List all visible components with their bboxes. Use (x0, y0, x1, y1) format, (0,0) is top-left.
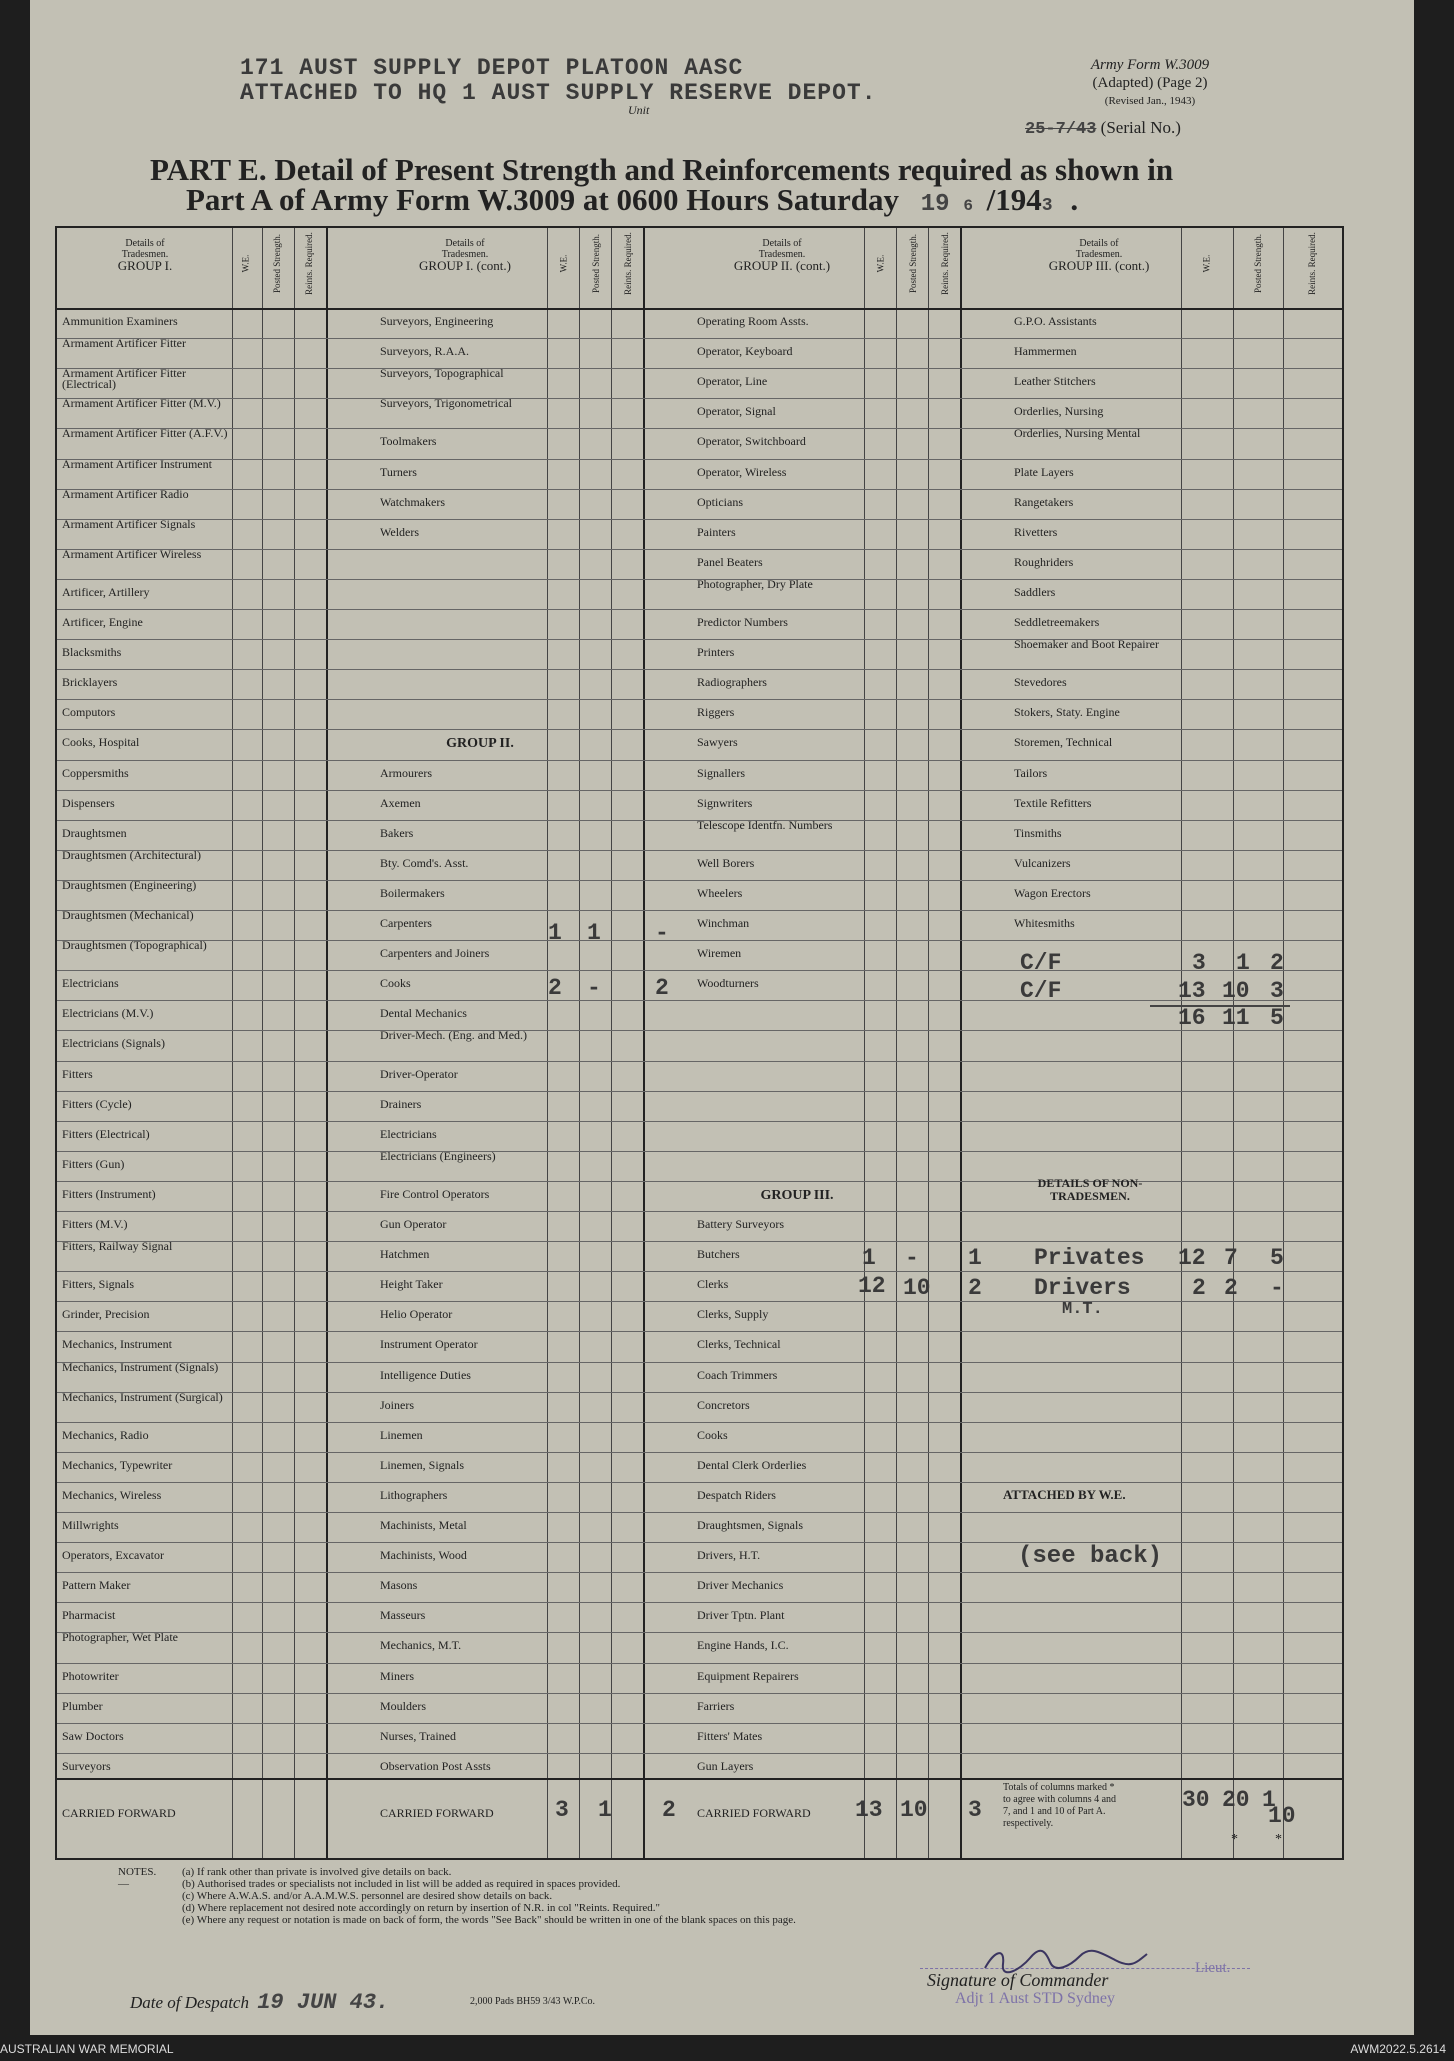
clerks-reints: 2 (968, 1275, 982, 1301)
cf-col2-posted: 1 (598, 1797, 612, 1823)
group2-cont-row: Gun Layers (697, 1758, 754, 1773)
group2-cont-row: Painters (697, 524, 736, 539)
form-adapted: (Adapted) (Page 2) (1092, 75, 1208, 91)
group1-cont-row: Gun Operator (380, 1217, 447, 1231)
carp-joiners-reints: - (655, 920, 669, 946)
title-day: 19 (920, 191, 950, 218)
group1-row: Computors (62, 705, 116, 720)
group3-cont-row: Saddlers (1014, 584, 1056, 599)
group1-row: Artificer, Engine (62, 615, 143, 629)
group1-cont-row: Height Taker (380, 1277, 443, 1292)
group1-row: Photowriter (62, 1668, 119, 1683)
serial-label: (Serial No.) (1100, 118, 1181, 137)
group1-cont-row: Miners (380, 1668, 414, 1683)
header-posted: Posted Strength. (590, 233, 601, 293)
privates-posted: 7 (1224, 1245, 1238, 1271)
group2-cont-row: Sawyers (697, 735, 738, 750)
group2-cont-row: Well Borers (697, 855, 755, 870)
note-b: (b) Authorised trades or specialists not included in list will be added as required in spaces provided. (182, 1878, 621, 1890)
lieut-label: Lieut. (1195, 1960, 1231, 1976)
group1-cont-row: Carpenters and Joiners (380, 946, 490, 961)
group1-cont-row: Drainers (380, 1096, 422, 1111)
col4-header: Details of Tradesmen. GROUP III. (cont.) (1048, 238, 1150, 273)
cf-col3-reints: 3 (968, 1797, 982, 1823)
group1-cont-row: Lithographers (380, 1487, 448, 1502)
group1-cont-row: Hatchmen (380, 1247, 430, 1262)
group1-cont-row: Dental Mechanics (380, 1006, 467, 1021)
cf-label-col3: CARRIED FORWARD (697, 1806, 811, 1820)
drivers-label: Drivers (1034, 1275, 1131, 1301)
cf-label-col2: CARRIED FORWARD (380, 1806, 494, 1820)
unit-attachment-typed: ATTACHED TO HQ 1 AUST SUPPLY RESERVE DEPOT. (240, 80, 877, 106)
group1-row: Fitters (M.V.) (62, 1217, 128, 1231)
group1-row: Surveyors (62, 1758, 111, 1773)
header-reints: Reints. Required. (939, 231, 950, 295)
date-value: 19 JUN 43. (257, 1990, 390, 2015)
butchers-posted: - (905, 1245, 919, 1271)
group1-cont-row: Driver-Operator (380, 1066, 458, 1081)
form-number: Army Form W.3009 (1090, 57, 1210, 73)
group1-cont-row: GROUP II. (446, 736, 514, 752)
group3-cont-row: Vulcanizers (1014, 855, 1071, 870)
group1-row: Draughtsmen (Mechanical) (62, 908, 194, 922)
group1-row: Bricklayers (62, 675, 118, 690)
group1-cont-row: Nurses, Trained (380, 1728, 457, 1743)
unit-name-typed: 171 AUST SUPPLY DEPOT PLATOON AASC (240, 55, 744, 81)
cooks-posted: - (587, 975, 601, 1001)
group1-row: Cooks, Hospital (62, 735, 140, 750)
form-reference (1040, 56, 1260, 110)
group1-cont-row: Intelligence Duties (380, 1367, 471, 1382)
group1-cont-row: Joiners (380, 1397, 414, 1412)
group2-cont-row: Woodturners (697, 976, 759, 991)
group1-row: Blacksmiths (62, 645, 122, 660)
group2-cont-row: Cooks (697, 1427, 728, 1442)
cf-row2-reints: 3 (1270, 978, 1284, 1004)
group2-cont-row: Clerks, Supply (697, 1307, 769, 1322)
group1-row: Fitters, Railway Signal (62, 1239, 173, 1254)
header-we: W.E. (558, 254, 569, 272)
group2-cont-row: Telescope Identfn. Numbers (697, 817, 833, 832)
group1-row: Fitters (Gun) (62, 1156, 125, 1171)
clerks-we: 12 (858, 1273, 886, 1299)
group1-cont-row: Linemen (380, 1427, 423, 1442)
group1-row: Saw Doctors (62, 1728, 124, 1743)
cf-col2-reints: 2 (662, 1797, 676, 1823)
group2-cont-row: Battery Surveyors (697, 1217, 784, 1231)
header-reints: Reints. Required. (622, 231, 633, 295)
drivers-sub: M.T. (1062, 1300, 1103, 1319)
group1-row: Mechanics, Radio (62, 1427, 149, 1442)
header-reints: Reints. Required. (1306, 231, 1317, 295)
col3-header: Details of Tradesmen. GROUP II. (cont.) (733, 238, 831, 273)
group1-row: Grinder, Precision (62, 1307, 150, 1322)
group2-cont-row: Riggers (697, 705, 735, 720)
group1-cont-row: Machinists, Metal (380, 1518, 467, 1532)
group2-cont-row: Predictor Numbers (697, 615, 788, 629)
group1-row: Millwrights (62, 1518, 119, 1532)
header-reints: Reints. Required. (303, 231, 314, 295)
group1-cont-row: Mechanics, M.T. (380, 1638, 462, 1653)
group2-cont-row: Driver Tptn. Plant (697, 1608, 785, 1623)
note-e: (e) Where any request or notation is made on back of form, the words "See Back" should be written in one of the blank spaces on this page. (182, 1914, 796, 1926)
group1-cont-row: Machinists, Wood (380, 1548, 467, 1563)
group2-cont-row: Farriers (697, 1698, 735, 1713)
col1-header: Details of Tradesmen. GROUP I. (117, 238, 173, 273)
group1-row: Armament Artificer Fitter (A.F.V.) (62, 426, 228, 441)
cf-row1-posted: 1 (1236, 950, 1250, 976)
group1-row: Operators, Excavator (62, 1548, 164, 1563)
group1-cont-row: Welders (380, 524, 420, 539)
group1-row: Draughtsmen (Engineering) (62, 877, 197, 892)
group3-cont-row: Hammermen (1014, 344, 1077, 359)
header-we: W.E. (240, 254, 251, 272)
group1-row: Armament Artificer Wireless (62, 546, 202, 561)
group3-cont-row: Shoemaker and Boot Repairer (1014, 637, 1159, 652)
butchers-we: 1 (862, 1245, 876, 1271)
group1-row: Armament Artificer Fitter (62, 336, 186, 351)
group1-cont-row: Surveyors, Topographical (380, 366, 504, 381)
group2-cont-row: Dental Clerk Orderlies (697, 1457, 807, 1472)
group1-row: Pharmacist (62, 1608, 116, 1623)
date-label-b: of Despatch (167, 1993, 249, 2012)
cf-col3-posted: 10 (900, 1797, 928, 1823)
group1-row: Draughtsmen (62, 825, 127, 840)
group1-cont-row: Instrument Operator (380, 1337, 478, 1352)
group3-cont-row: Tailors (1014, 765, 1048, 780)
group3-cont-row: Leather Stitchers (1014, 374, 1096, 389)
group1-row: Fitters (Electrical) (62, 1126, 150, 1141)
cf-row2-we: 13 (1178, 978, 1206, 1004)
notes-label: NOTES.— (118, 1866, 157, 1890)
group2-cont-row: Despatch Riders (697, 1487, 776, 1502)
cf-sum-line (1150, 1005, 1290, 1007)
signature-of-commander: Signature of Commander (927, 1970, 1109, 1990)
group1-row: Artificer, Artillery (62, 584, 150, 599)
group2-cont-row: Driver Mechanics (697, 1578, 784, 1593)
group2-cont-row: Clerks, Technical (697, 1337, 781, 1352)
group1-cont-row: Helio Operator (380, 1307, 453, 1322)
cf-total-posted: 11 (1222, 1005, 1250, 1031)
group1-cont-row: Axemen (380, 795, 421, 810)
group3-cont-row: Tinsmiths (1014, 825, 1062, 840)
group3-cont-row: G.P.O. Assistants (1014, 314, 1097, 328)
note-d: (d) Where replacement not desired note accordingly on return by insertion of N.R. in col "Reints. Required." (182, 1902, 660, 1914)
group1-cont-row: Driver-Mech. (Eng. and Med.) (380, 1028, 528, 1043)
totals-note: Totals of columns marked * to agree with columns 4 and 7, and 1 and 10 of Part A. respectively. (1003, 1782, 1117, 1829)
group3-cont-row: Stokers, Staty. Engine (1014, 705, 1120, 720)
group3-cont-row: Orderlies, Nursing (1014, 404, 1104, 419)
group2-cont-row: Equipment Repairers (697, 1668, 799, 1683)
group1-row: Electricians (M.V.) (62, 1006, 154, 1021)
group1-row: Armament Artificer Fitter (Electrical) (62, 366, 186, 392)
note-c: (c) Where A.W.A.S. and/or A.A.M.W.S. personnel are desired show details on back. (182, 1890, 553, 1902)
group2-cont-row: Operator, Keyboard (697, 344, 793, 359)
group2-cont-row: Radiographers (697, 675, 767, 690)
title-dot: . (1070, 182, 1079, 217)
group1-row: Coppersmiths (62, 765, 129, 780)
group1-row: Fitters, Signals (62, 1277, 135, 1292)
date-of-despatch (130, 1990, 389, 2015)
title-line-2 (186, 182, 1078, 218)
group3-cont-row: Wagon Erectors (1014, 885, 1091, 900)
col2-header: Details of Tradesmen. GROUP I. (cont.) (419, 238, 511, 273)
group1-row: Mechanics, Wireless (62, 1487, 162, 1502)
star-reints: * (1275, 1832, 1282, 1847)
group2-cont-row: Coach Trimmers (697, 1367, 778, 1382)
cf-col3-we: 13 (855, 1797, 883, 1823)
print-info: 2,000 Pads BH59 3/43 W.P.Co. (470, 1996, 596, 2007)
totals-reints-one: 1 (1262, 1787, 1276, 1813)
group1-row: Mechanics, Typewriter (62, 1457, 173, 1472)
group1-cont-row: Moulders (380, 1698, 426, 1713)
group1-cont-row: Masons (380, 1578, 418, 1593)
unit-label: Unit (628, 103, 650, 117)
totals-reints: 10 (1268, 1803, 1296, 1829)
group1-cont-row: Electricians (Engineers) (380, 1148, 496, 1163)
drivers-we: 2 (1192, 1275, 1206, 1301)
cf-col2-we: 3 (555, 1797, 569, 1823)
group3-cont-row: Stevedores (1014, 675, 1067, 690)
group1-cont-row: Carpenters (380, 916, 432, 930)
group3-cont-row: Orderlies, Nursing Mental (1014, 426, 1141, 441)
totals-we: 30 (1182, 1787, 1210, 1813)
header-posted: Posted Strength. (907, 233, 918, 293)
cf-total-reints: 5 (1270, 1005, 1284, 1031)
cf-total-we: 16 (1178, 1005, 1206, 1031)
group2-cont-row: Concretors (697, 1397, 750, 1412)
group1-cont-row: Bty. Comd's. Asst. (380, 855, 469, 870)
group1-row: Pattern Maker (62, 1578, 131, 1593)
group1-row: Mechanics, Instrument (Signals) (62, 1359, 219, 1374)
group1-row: Plumber (62, 1698, 103, 1713)
group1-row: Ammunition Examiners (62, 314, 178, 328)
group1-cont-row: Observation Post Assts (380, 1758, 491, 1773)
group1-row: Fitters (62, 1066, 93, 1081)
group1-row: Draughtsmen (Architectural) (62, 847, 201, 862)
group2-cont-row: Winchman (697, 916, 750, 930)
group1-row: Dispensers (62, 795, 115, 810)
group1-row: Armament Artificer Instrument (62, 456, 212, 471)
note-a: (a) If rank other than private is involved give details on back. (182, 1866, 452, 1878)
serial-number (1025, 118, 1181, 139)
cf-row1-label: C/F (1020, 950, 1062, 976)
group2-cont-row: GROUP III. (760, 1187, 834, 1203)
group1-cont-row: Cooks (380, 976, 411, 991)
clerks-posted: 10 (903, 1275, 931, 1301)
group1-row: Electricians (Signals) (62, 1036, 165, 1051)
group2-cont-row: Draughtsmen, Signals (697, 1518, 803, 1532)
group1-row: Armament Artificer Radio (62, 486, 189, 501)
totals-posted: 20 (1222, 1787, 1250, 1813)
group2-cont-row: Operator, Switchboard (697, 434, 806, 449)
carp-joiners-posted: 1 (587, 920, 601, 946)
cf-row1-reints: 2 (1270, 950, 1284, 976)
group1-cont-row: Bakers (380, 825, 414, 840)
see-back: (see back) (1018, 1543, 1163, 1570)
group1-row: Draughtsmen (Topographical) (62, 938, 207, 953)
title-text: Part A of Army Form W.3009 at 0600 Hours Saturday (186, 182, 899, 217)
title-year-digit: 3 (1041, 196, 1053, 216)
butchers-reints: 1 (968, 1245, 982, 1271)
group2-cont-row: Panel Beaters (697, 554, 763, 569)
non-tradesmen-heading: DETAILS OF NON-TRADESMEN. (1037, 1176, 1143, 1203)
group1-cont-row: Toolmakers (380, 434, 437, 449)
watermark-left: AUSTRALIAN WAR MEMORIAL (0, 2042, 174, 2056)
group1-row: Electricians (62, 976, 119, 991)
group3-cont-row: Seddletreemakers (1014, 615, 1100, 629)
privates-we: 12 (1178, 1245, 1206, 1271)
privates-reints: 5 (1270, 1245, 1284, 1271)
group1-cont-row: Masseurs (380, 1608, 426, 1623)
group2-cont-row: Clerks (697, 1277, 729, 1292)
group2-cont-row: Operator, Line (697, 374, 768, 389)
group1-cont-row: Armourers (380, 765, 432, 780)
date-label-a: Date (130, 1993, 164, 2012)
cooks-we: 2 (548, 975, 562, 1001)
group1-cont-row: Fire Control Operators (380, 1186, 490, 1201)
header-we: W.E. (875, 254, 886, 272)
cf-row1-we: 3 (1192, 950, 1206, 976)
cf-label-col1: CARRIED FORWARD (62, 1806, 176, 1820)
form-revised: (Revised Jan., 1943) (1104, 95, 1196, 107)
adjutant-stamp: Adjt 1 Aust STD Sydney (955, 1990, 1116, 2007)
watermark-right: AWM2022.5.2614 (1350, 2042, 1446, 2056)
group2-cont-row: Printers (697, 645, 735, 660)
group1-cont-row: Surveyors, Engineering (380, 314, 494, 328)
cf-row2-posted: 10 (1222, 978, 1250, 1004)
group1-cont-row: Electricians (380, 1126, 437, 1141)
star-posted: * (1231, 1832, 1238, 1847)
group2-cont-row: Wheelers (697, 885, 743, 900)
group2-cont-row: Photographer, Dry Plate (697, 576, 813, 591)
group2-cont-row: Operating Room Assts. (697, 314, 809, 328)
group2-cont-row: Wiremen (697, 946, 742, 961)
privates-label: Privates (1034, 1245, 1145, 1271)
cf-row2-label: C/F (1020, 978, 1062, 1004)
group1-row: Mechanics, Instrument (Surgical) (62, 1389, 223, 1404)
group3-cont-row: Plate Layers (1014, 464, 1074, 479)
header-posted: Posted Strength. (271, 233, 282, 293)
group1-row: Mechanics, Instrument (62, 1337, 172, 1352)
drivers-reints: - (1270, 1275, 1284, 1301)
group2-cont-row: Engine Hands, I.C. (697, 1638, 789, 1653)
group2-cont-row: Fitters' Mates (697, 1728, 763, 1743)
group1-cont-row: Surveyors, Trigonometrical (380, 396, 512, 411)
header-we: W.E. (1201, 254, 1212, 272)
group1-cont-row: Turners (380, 464, 417, 479)
group1-row: Fitters (Instrument) (62, 1186, 156, 1201)
title-line-1: PART E. Detail of Present Strength and Reinforcements required as shown in (150, 152, 1174, 187)
header-posted: Posted Strength. (1252, 233, 1263, 293)
group1-cont-row: Watchmakers (380, 494, 446, 509)
group1-cont-row: Linemen, Signals (380, 1457, 464, 1472)
title-year: /194 (986, 182, 1042, 217)
group1-row: Fitters (Cycle) (62, 1096, 132, 1111)
group2-cont-row: Signallers (697, 765, 745, 780)
group3-cont-row: Storemen, Technical (1014, 735, 1113, 750)
group2-cont-row: Drivers, H.T. (697, 1548, 761, 1563)
group2-cont-row: Operator, Wireless (697, 464, 787, 479)
group3-cont-row: Rangetakers (1014, 494, 1074, 509)
group3-cont-row: Rivetters (1014, 524, 1058, 539)
title-month: 6 (963, 197, 973, 215)
drivers-posted: 2 (1224, 1275, 1238, 1301)
group1-cont-row: Boilermakers (380, 885, 445, 900)
group2-cont-row: Signwriters (697, 795, 753, 810)
attached-by-we: ATTACHED BY W.E. (1003, 1487, 1126, 1502)
group1-row: Armament Artificer Fitter (M.V.) (62, 396, 221, 411)
group2-cont-row: Opticians (697, 494, 743, 509)
group2-cont-row: Operator, Signal (697, 404, 776, 419)
group2-cont-row: Butchers (697, 1247, 740, 1262)
carp-joiners-we: 1 (548, 920, 562, 946)
group3-cont-row: Whitesmiths (1014, 916, 1075, 930)
group1-row: Photographer, Wet Plate (62, 1630, 178, 1645)
group1-row: Armament Artificer Signals (62, 516, 196, 531)
group3-cont-row: Textile Refitters (1014, 795, 1092, 810)
serial-value: 25-7/43 (1025, 120, 1097, 139)
group1-cont-row: Surveyors, R.A.A. (380, 344, 469, 359)
cooks-reints: 2 (655, 975, 669, 1001)
group3-cont-row: Roughriders (1014, 554, 1074, 569)
